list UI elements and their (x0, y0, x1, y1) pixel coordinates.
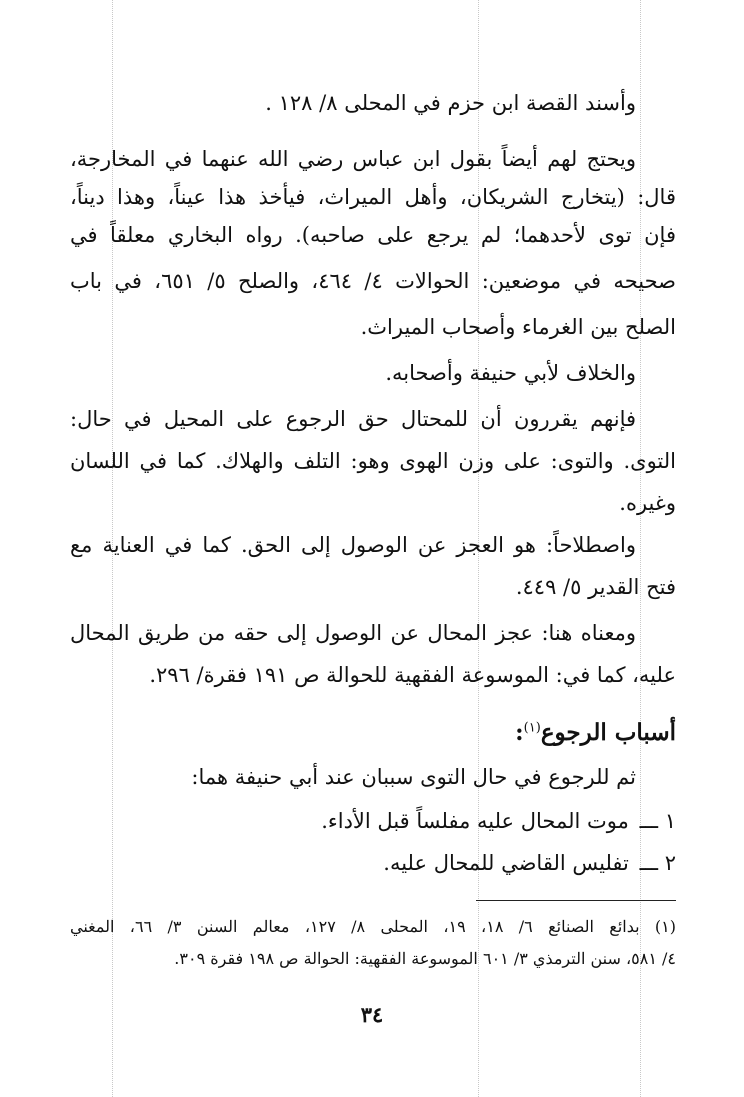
section-heading-text: أسباب الرجوع (540, 719, 676, 746)
list-item (70, 848, 676, 878)
paragraph-line: واصطلاحاً: هو العجز عن الوصول إلى الحق. كما في العناية مع (70, 533, 636, 557)
footnote-line: (١) بدائع الصنائع ٦/ ١٨، ١٩، المحلى ٨/ ١٢٧، معالم السنن ٣/ ٦٦، المغني (70, 917, 676, 936)
paragraph-line: ومعناه هنا: عجز المحال عن الوصول إلى حقه من طريق المحال (70, 621, 636, 645)
paragraph-line: فإنهم يقررون أن للمحتال حق الرجوع على المحيل في حال: (70, 407, 636, 431)
paragraph-line: وغيره. (619, 491, 676, 515)
paragraph-line: الصلح بين الغرماء وأصحاب الميراث. (360, 315, 676, 339)
paragraph-line: فتح القدير ٥/ ٤٤٩. (515, 575, 676, 599)
paragraph-line: والخلاف لأبي حنيفة وأصحابه. (385, 361, 636, 385)
section-heading-colon: : (515, 719, 524, 746)
list-item (70, 806, 676, 836)
list-item-text: تفليس القاضي للمحال عليه. (383, 851, 629, 875)
paragraph-line: عليه، كما في: الموسوعة الفقهية للحوالة ص ١٩١ فقرة/ ٢٩٦. (149, 663, 676, 687)
list-item-number: ١ ـــ (639, 809, 676, 833)
footnote-reference: (١) (523, 720, 541, 736)
footnote-divider (476, 900, 676, 901)
section-heading (70, 716, 676, 750)
list-item-number: ٢ ـــ (639, 851, 676, 875)
paragraph-line: ويحتج لهم أيضاً بقول ابن عباس رضي الله عنهما في المخارجة، (70, 147, 636, 171)
paragraph-line: ثم للرجوع في حال التوى سببان عند أبي حنيفة هما: (191, 765, 636, 789)
footnote-line: ٤/ ٥٨١، سنن الترمذي ٣/ ٦٠١ الموسوعة الفقهية: الحوالة ص ١٩٨ فقرة ٣٠٩. (174, 949, 676, 968)
paragraph-line: قال: (يتخارج الشريكان، وأهل الميراث، فيأخذ هذا عيناً، وهذا ديناً، (70, 185, 676, 209)
paragraph-line: التوى. والتوى: على وزن الهوى وهو: التلف والهلاك. كما في اللسان (70, 449, 676, 473)
list-item-text: موت المحال عليه مفلساً قبل الأداء. (321, 809, 629, 833)
paragraph-line: فإن توى لأحدهما؛ لم يرجع على صاحبه). رواه البخاري معلقاً في (70, 223, 676, 247)
page-number: ٣٤ (360, 1002, 384, 1027)
paragraph-line: صحيحه في موضعين: الحوالات ٤/ ٤٦٤، والصلح ٥/ ٦٥١، في باب (70, 269, 676, 293)
paragraph-line: وأسند القصة ابن حزم في المحلى ٨/ ١٢٨ . (265, 91, 636, 115)
